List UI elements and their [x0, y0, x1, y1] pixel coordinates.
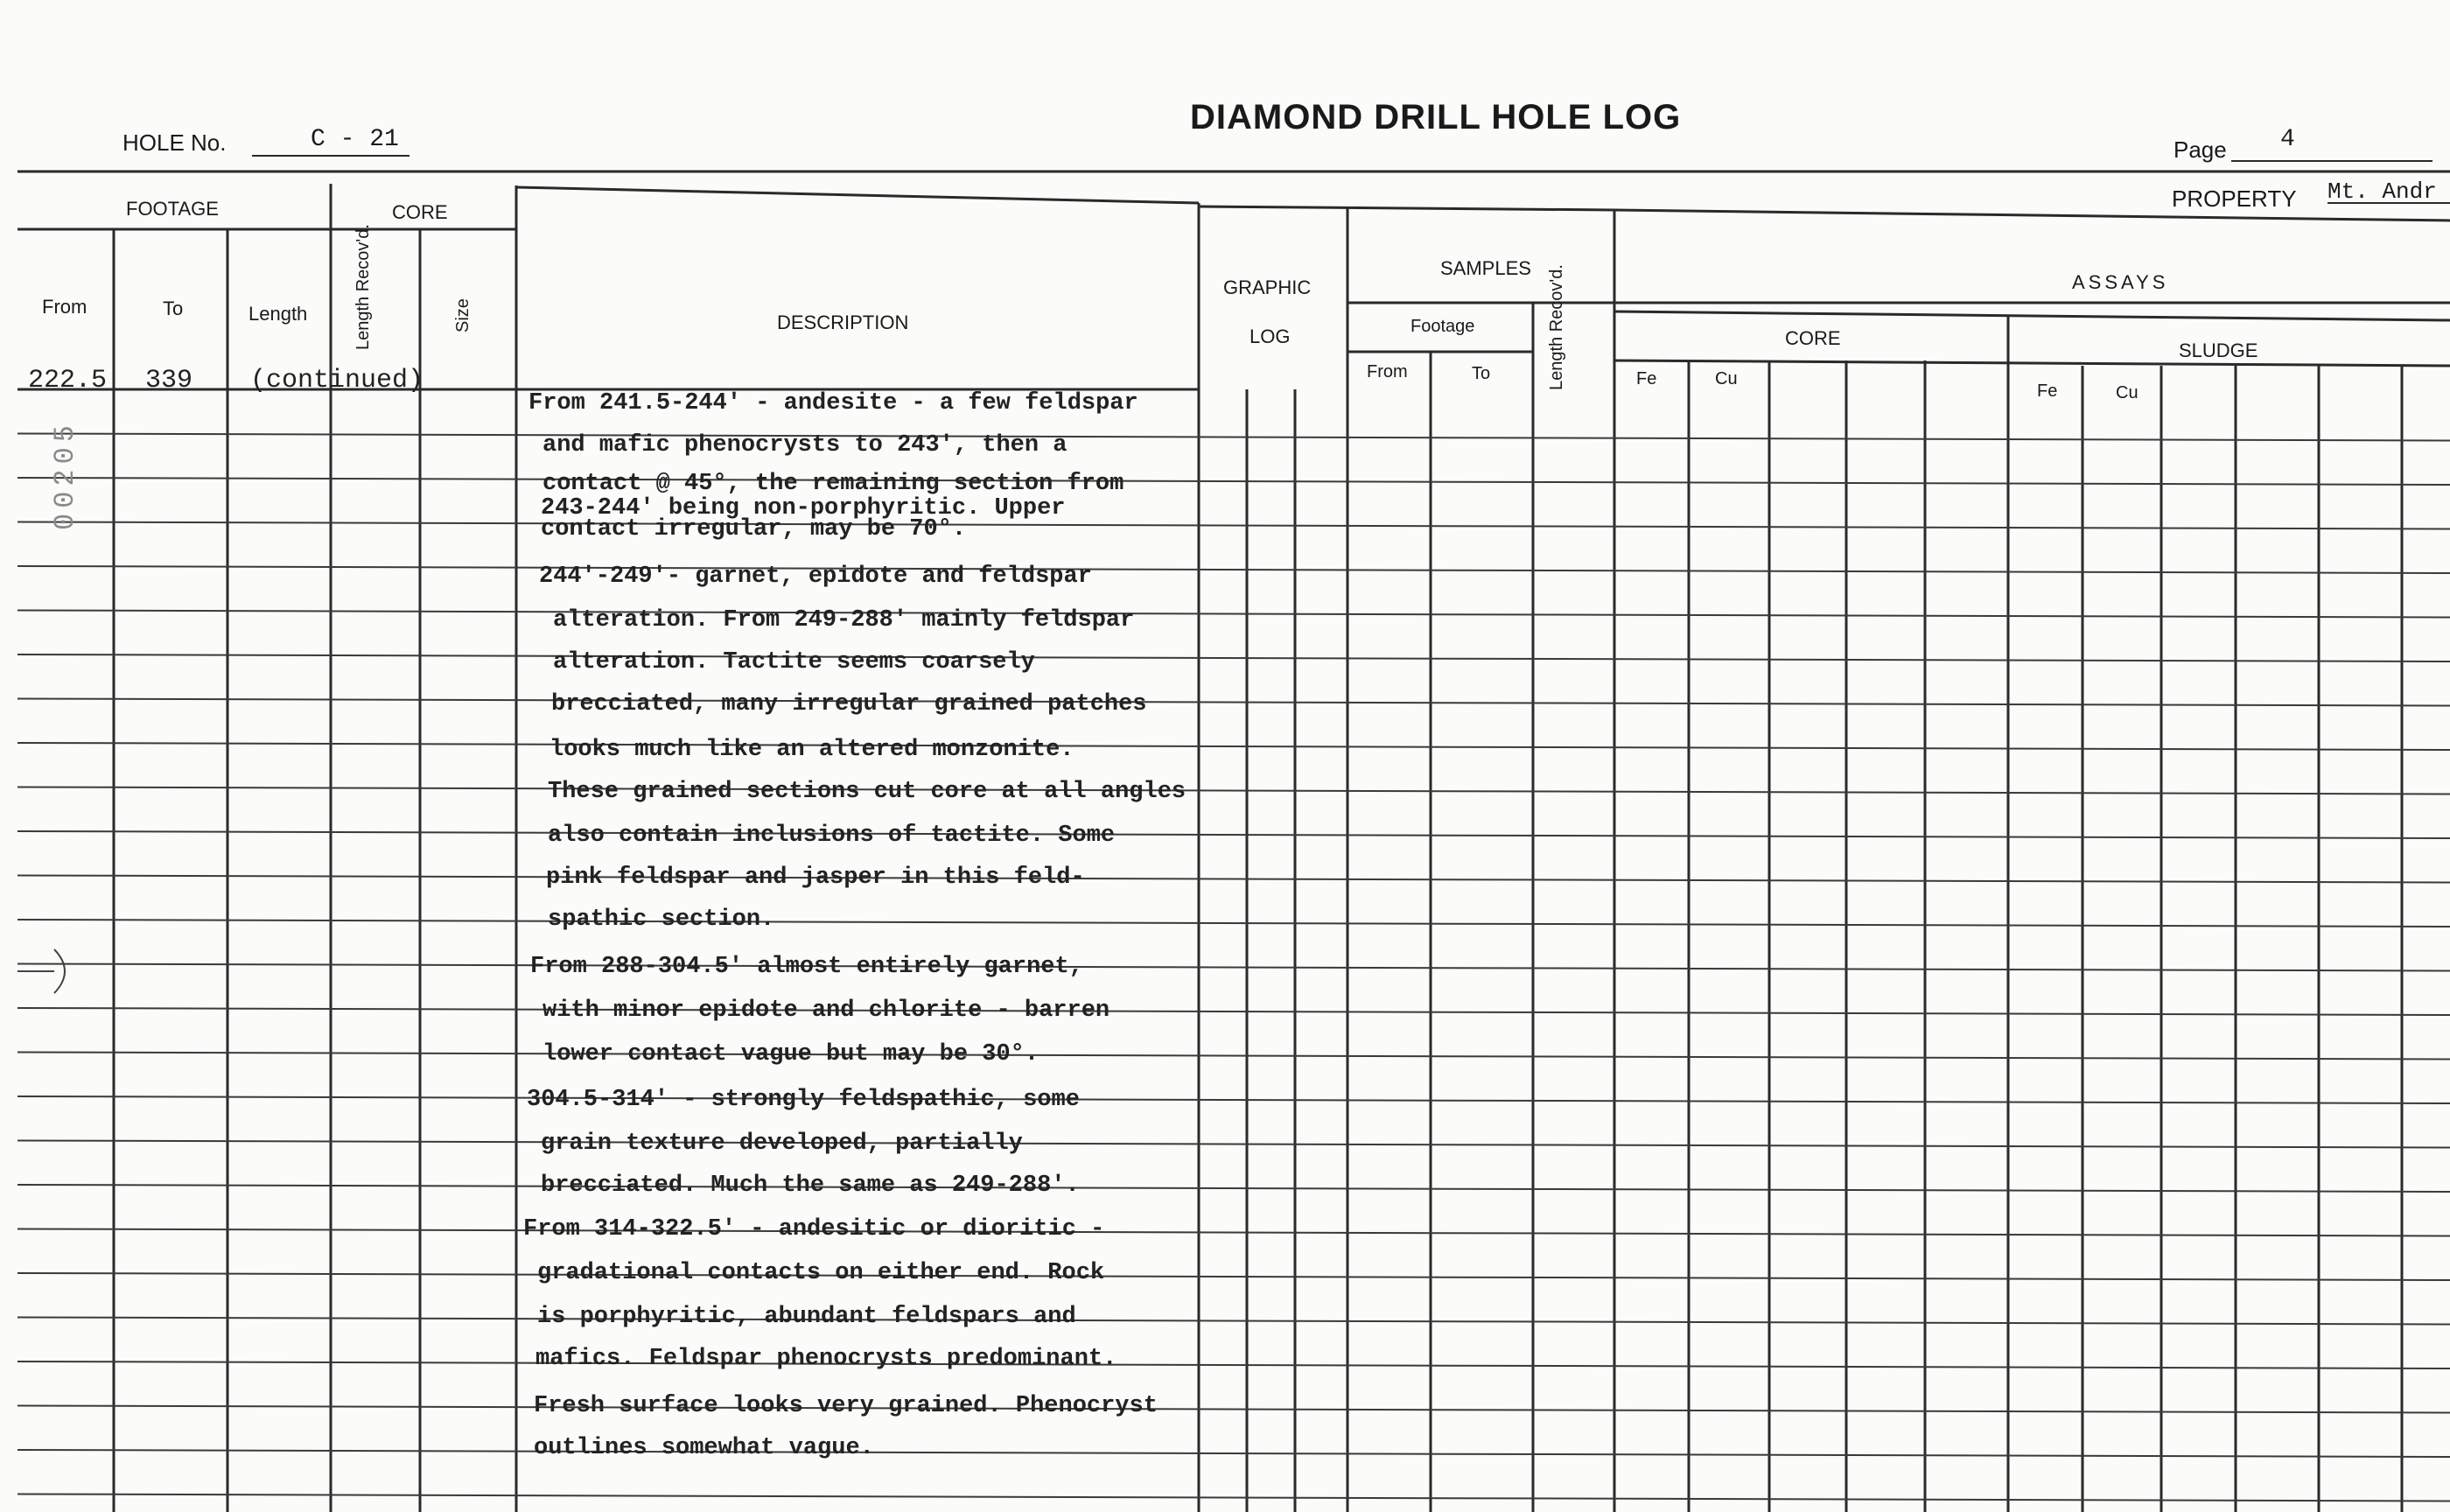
page-label: Page [2174, 136, 2227, 163]
description-line: alteration. From 249-288' mainly feldspar [553, 607, 1135, 634]
description-line: From 288-304.5' almost entirely garnet, [530, 954, 1083, 980]
margin-stamp: 00205 [49, 419, 81, 530]
description-line: contact irregular, may be 70°. [541, 516, 967, 542]
description-line: and mafic phenocrysts to 243', then a [542, 432, 1068, 458]
description-line: pink feldspar and jasper in this feld- [546, 864, 1085, 891]
property-label: PROPERTY [2172, 186, 2297, 212]
core-fe-header: Fe [1636, 369, 1657, 388]
assays-header: ASSAYS [2072, 271, 2169, 293]
description-line: with minor epidote and chlorite - barren [542, 998, 1110, 1024]
description-line: brecciated, many irregular grained patches [551, 691, 1147, 718]
samples-footage-header: Footage [1410, 317, 1475, 336]
description-line: also contain inclusions of tactite. Some [548, 822, 1116, 849]
sludge-fe-header: Fe [2037, 382, 2058, 401]
description-line: 304.5-314' - strongly feldspathic, some [527, 1087, 1080, 1113]
samples-from-header: From [1367, 362, 1408, 382]
description-line: lower contact vague but may be 30°. [542, 1041, 1040, 1068]
hole-number-value: C - 21 [311, 126, 399, 153]
description-line: gradational contacts on either end. Rock [537, 1260, 1105, 1286]
to-header: To [163, 298, 184, 319]
graphic-log-header-line2: LOG [1250, 326, 1291, 347]
description-line: Fresh surface looks very grained. Phenocryst [534, 1393, 1158, 1419]
description-header: DESCRIPTION [777, 312, 909, 333]
description-line: grain texture developed, partially [541, 1130, 1023, 1157]
assays-core-header: CORE [1785, 327, 1841, 349]
core-cu-header: Cu [1715, 369, 1738, 388]
description-line: 243-244' being non-porphyritic. Upper [541, 495, 1066, 522]
sludge-cu-header: Cu [2116, 383, 2138, 402]
length-header: Length [248, 303, 308, 325]
core-header: CORE [392, 201, 448, 223]
description-line: outlines somewhat vague. [534, 1435, 874, 1461]
description-line: contact @ 45°, the remaining section from [542, 471, 1124, 497]
entry-to: 339 [145, 366, 193, 396]
description-line: brecciated. Much the same as 249-288'. [541, 1172, 1080, 1199]
samples-to-header: To [1472, 364, 1491, 383]
footage-header: FOOTAGE [126, 198, 219, 220]
samples-header: SAMPLES [1440, 257, 1531, 279]
description-line: From 314-322.5' - andesitic or dioritic - [523, 1216, 1105, 1242]
entry-length: (continued) [250, 366, 424, 396]
size-header: Size [453, 298, 472, 332]
page-title: DIAMOND DRILL HOLE LOG [1190, 98, 1682, 136]
description-line: These grained sections cut core at all angles [548, 779, 1186, 805]
hole-number-label: HOLE No. [122, 130, 227, 156]
from-header: From [42, 296, 88, 318]
description-line: is porphyritic, abundant feldspars and [537, 1304, 1076, 1330]
description-line: 244'-249'- garnet, epidote and feldspar [539, 564, 1092, 590]
description-line: From 241.5-244' - andesite - a few feldspar [528, 390, 1138, 416]
assays-sludge-header: SLUDGE [2179, 340, 2258, 361]
description-line: mafics. Feldspar phenocrysts predominant. [536, 1346, 1117, 1372]
length-recovd-header: Length Recov'd. [354, 224, 373, 350]
description-line: alteration. Tactite seems coarsely [553, 649, 1035, 676]
description-line: spathic section. [548, 906, 775, 933]
description-line: looks much like an altered monzonite. [550, 737, 1074, 763]
page-number-value: 4 [2280, 126, 2295, 153]
property-value: Mt. Andr [2328, 178, 2437, 205]
entry-from: 222.5 [28, 366, 108, 396]
samples-length-recovd-header: Length Recov'd. [1547, 264, 1566, 390]
graphic-log-header-line1: GRAPHIC [1223, 276, 1312, 298]
